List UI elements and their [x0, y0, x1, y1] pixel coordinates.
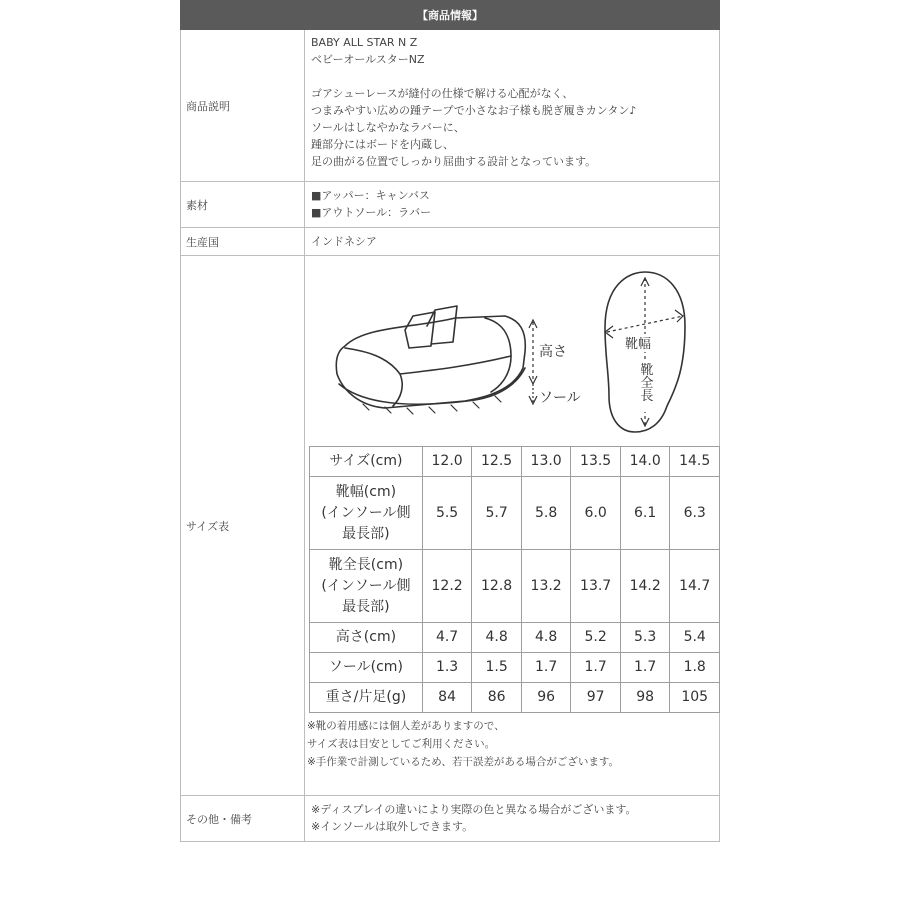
other-line: ※インソールは取外しできます。: [311, 820, 474, 833]
table-cell: 5.7: [472, 477, 522, 550]
material-line: ■アッパー：キャンバス: [311, 189, 430, 202]
row-header-sole: ソール(cm): [310, 653, 423, 683]
length-label: 靴全長: [637, 362, 653, 402]
other-line: ※ディスプレイの違いにより実際の色と異なる場合がございます。: [311, 803, 637, 816]
size-content: [305, 256, 720, 795]
width-label: 靴幅: [625, 337, 652, 352]
note-line: ※靴の着用感には個人差がありますので、: [307, 720, 505, 732]
table-cell: 12.8: [472, 550, 522, 623]
table-cell: 4.8: [472, 623, 522, 653]
table-cell: 12.2: [422, 550, 472, 623]
row-label-origin: 生産国: [181, 228, 305, 255]
table-cell: 84: [422, 683, 472, 713]
section-header: 【商品情報】: [180, 0, 720, 30]
table-cell: 4.7: [422, 623, 472, 653]
shoe-diagram: [305, 256, 720, 446]
table-row-width: [310, 477, 720, 550]
description-line: 足の曲がる位置でしっかり屈曲する設計となっています。: [311, 155, 597, 168]
table-cell: 13.2: [521, 550, 571, 623]
description-line: ソールはしなやかなラバーに、: [311, 121, 465, 134]
table-cell: 6.1: [620, 477, 670, 550]
row-header-line: (インソール側: [321, 577, 411, 594]
row-material: [180, 182, 720, 228]
table-cell: 14.7: [670, 550, 720, 623]
origin-value: インドネシア: [311, 235, 377, 248]
table-cell: 5.5: [422, 477, 472, 550]
size-notes: [307, 717, 720, 771]
description-line: つまみやすい広めの踵テープで小さなお子様も脱ぎ履きカンタン♪: [311, 104, 637, 117]
row-label-size: サイズ表: [181, 256, 305, 795]
table-row-height: [310, 623, 720, 653]
product-info-sheet: [180, 0, 720, 842]
row-label-other: その他・備考: [181, 796, 305, 841]
size-col-header: 14.5: [670, 447, 720, 477]
row-header-weight: 重さ/片足(g): [310, 683, 423, 713]
row-origin: [180, 228, 720, 256]
table-cell: 5.4: [670, 623, 720, 653]
table-row-length: [310, 550, 720, 623]
size-col-header: 12.5: [472, 447, 522, 477]
description-text: [305, 30, 719, 181]
table-cell: 1.7: [620, 653, 670, 683]
size-col-header: 13.0: [521, 447, 571, 477]
row-header-line: 靴全長(cm): [328, 556, 404, 573]
other-text: [305, 796, 719, 841]
table-cell: 98: [620, 683, 670, 713]
row-label-material: 素材: [181, 182, 305, 227]
shoe-midline: [400, 356, 511, 374]
table-cell: 1.8: [670, 653, 720, 683]
table-cell: 1.7: [571, 653, 621, 683]
row-header-line: 靴幅(cm): [335, 483, 397, 500]
row-size: [180, 256, 720, 796]
height-marker: [529, 320, 537, 404]
row-header-height: 高さ(cm): [310, 623, 423, 653]
shoe-illustration: [305, 256, 720, 446]
material-line: ■アウトソール：ラバー: [311, 206, 432, 219]
row-label-description: 商品説明: [181, 30, 305, 181]
row-header-line: (インソール側: [321, 504, 411, 521]
description-line: ベビーオールスターNZ: [311, 53, 425, 66]
table-cell: 5.2: [571, 623, 621, 653]
shoe-heel: [485, 318, 511, 392]
row-header-line: 最長部): [342, 525, 390, 542]
description-line: 踵部分にはボードを内蔵し、: [311, 138, 454, 151]
row-header-length: [310, 550, 423, 623]
table-cell: 6.3: [670, 477, 720, 550]
size-table-header-row: [310, 447, 720, 477]
table-cell: 6.0: [571, 477, 621, 550]
table-cell: 4.8: [521, 623, 571, 653]
note-line: ※手作業で計測しているため、若干誤差がある場合がございます。: [307, 756, 620, 768]
size-table: [309, 446, 720, 713]
table-cell: 1.5: [472, 653, 522, 683]
table-cell: 97: [571, 683, 621, 713]
sole-label: ソール: [539, 390, 581, 406]
note-line: サイズ表は目安としてご利用ください。: [307, 738, 496, 750]
table-cell: 5.3: [620, 623, 670, 653]
table-row-sole: [310, 653, 720, 683]
table-cell: 1.7: [521, 653, 571, 683]
material-text: [305, 182, 719, 227]
table-cell: 13.7: [571, 550, 621, 623]
table-cell: 14.2: [620, 550, 670, 623]
row-other: [180, 796, 720, 842]
row-header-width: [310, 477, 423, 550]
table-cell: 105: [670, 683, 720, 713]
description-line: BABY ALL STAR N Z: [311, 36, 418, 49]
size-col-header: 12.0: [422, 447, 472, 477]
size-header-label: サイズ(cm): [310, 447, 423, 477]
table-cell: 86: [472, 683, 522, 713]
description-line: ゴアシューレースが縫付の仕様で解ける心配がなく、: [311, 87, 574, 100]
row-header-line: 最長部): [342, 598, 390, 615]
size-col-header: 14.0: [620, 447, 670, 477]
table-cell: 96: [521, 683, 571, 713]
table-cell: 1.3: [422, 653, 472, 683]
size-col-header: 13.5: [571, 447, 621, 477]
table-cell: 5.8: [521, 477, 571, 550]
width-marker: [605, 310, 683, 338]
table-row-weight: [310, 683, 720, 713]
height-label: 高さ: [539, 344, 567, 360]
row-description: [180, 30, 720, 182]
